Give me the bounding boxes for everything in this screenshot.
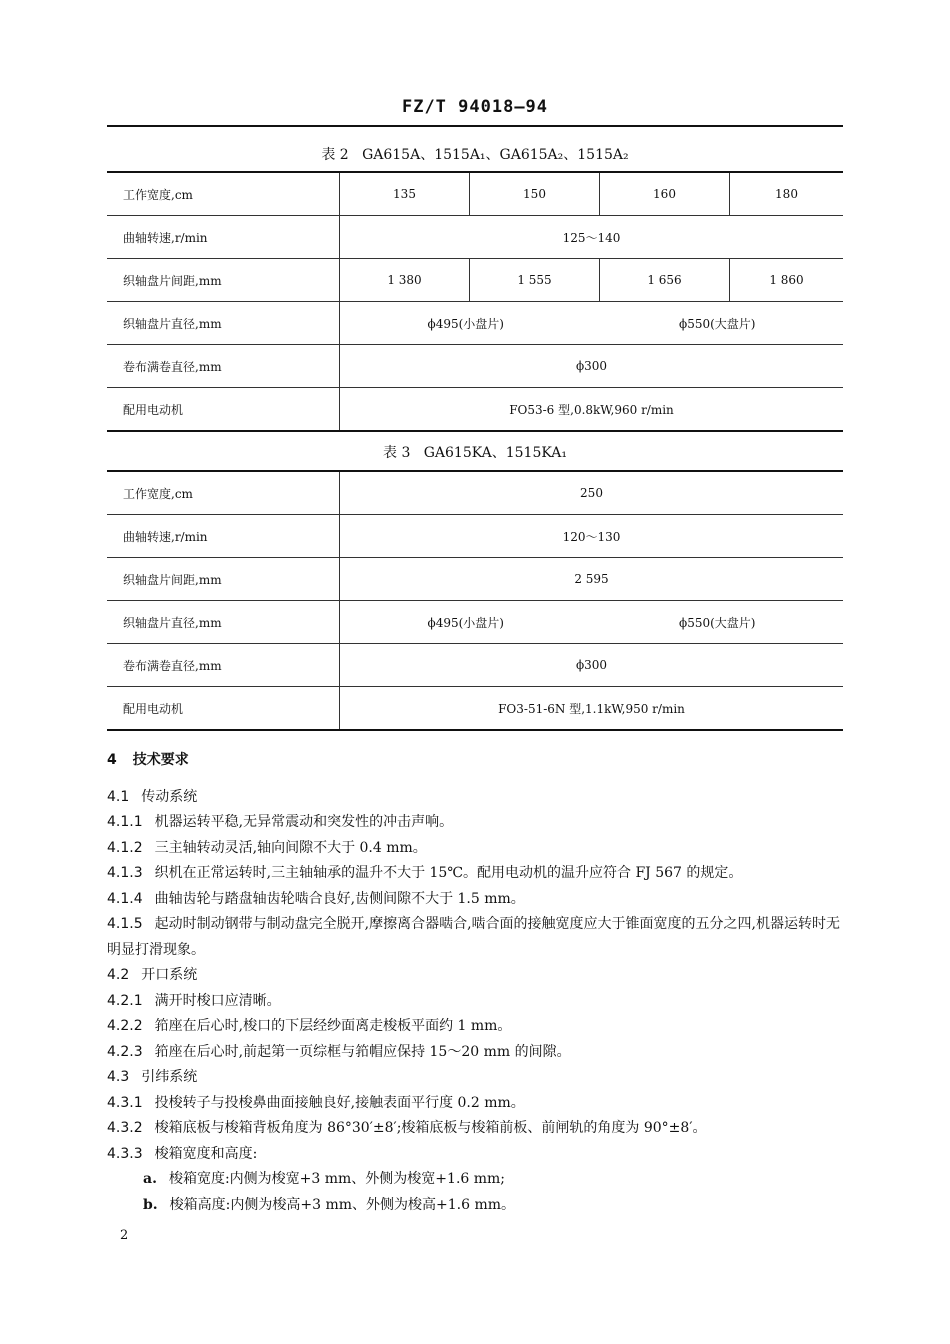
- subsection-heading: 4.2 开口系统: [107, 967, 198, 983]
- subsection-heading: 4.3 引纬系统: [107, 1069, 198, 1085]
- table-row: [107, 302, 843, 345]
- row-label: 配用电动机: [107, 687, 340, 731]
- row-label: 织轴盘片直径,mm: [107, 302, 340, 345]
- row-label: 卷布满卷直径,mm: [107, 345, 340, 388]
- table-cell: 120～130: [340, 515, 844, 558]
- table-cell: 180: [730, 172, 844, 216]
- clause: 4.1.1 机器运转平稳,无异常震动和突发性的冲击声响。: [107, 814, 454, 830]
- table2-caption-models: GA615A、1515A₁、GA615A₂、1515A₂: [362, 147, 629, 163]
- table-cell: ϕ300: [340, 644, 844, 687]
- clause: 4.3.1 投梭转子与投梭鼻曲面接触良好,接触表面平行度 0.2 mm。: [107, 1094, 525, 1111]
- standard-code-header: FZ/T 94018—94: [401, 97, 549, 117]
- clause: 4.1.2 三主轴转动灵活,轴向间隙不大于 0.4 mm。: [107, 839, 427, 856]
- table-row: [107, 259, 843, 302]
- table3-caption: [0, 442, 950, 462]
- table-cell: 1 380: [340, 259, 470, 302]
- clause: 4.1.4 曲轴齿轮与踏盘轴齿轮啮合良好,齿侧间隙不大于 1.5 mm。: [107, 890, 525, 907]
- table-row: [107, 471, 843, 515]
- clause: 4.2.3 筘座在后心时,前起第一页综框与筘帽应保持 15～20 mm 的间隙。: [107, 1043, 571, 1060]
- table-cell: FO53-6 型,0.8kW,960 r/min: [340, 388, 844, 432]
- table-row: [107, 601, 843, 644]
- table2: [107, 171, 843, 432]
- row-label: 卷布满卷直径,mm: [107, 644, 340, 687]
- disc-small-value: ϕ495(小盘片): [427, 615, 504, 630]
- clause: 4.3.2 梭箱底板与梭箱背板角度为 86°30′±8′;梭箱底板与梭箱前板、前闸轨的角度为 90°±8′。: [107, 1120, 707, 1136]
- table-row: [107, 216, 843, 259]
- table-row: [107, 172, 843, 216]
- table-cell: 2 595: [340, 558, 844, 601]
- row-label: 织轴盘片直径,mm: [107, 601, 340, 644]
- list-item: b. 梭箱高度:内侧为梭高+3 mm、外侧为梭高+1.6 mm。: [143, 1196, 516, 1213]
- subsection-heading: 4.1 传动系统: [107, 788, 198, 805]
- clause: 4.1.5 起动时制动钢带与制动盘完全脱开,摩擦离合器啮合,啮合面的接触宽度应大于锥面宽度的五分之四,机器运转时无明显打滑现象。: [107, 916, 840, 958]
- table-cell: ϕ300: [340, 345, 844, 388]
- table3: [107, 470, 843, 731]
- page-number: 2: [120, 1228, 129, 1243]
- clause: 4.3.3 梭箱宽度和高度:: [107, 1145, 258, 1162]
- table-cell: 125～140: [340, 216, 844, 259]
- table-cell: 1 555: [470, 259, 600, 302]
- row-label: 曲轴转速,r/min: [107, 515, 340, 558]
- row-label: 工作宽度,cm: [107, 471, 340, 515]
- section-4-body: [107, 748, 847, 1218]
- table-cell: 135: [340, 172, 470, 216]
- table-row: [107, 687, 843, 731]
- disc-large-value: ϕ550(大盘片): [679, 615, 756, 630]
- table-row: [107, 345, 843, 388]
- table-row: [107, 388, 843, 432]
- table-cell: [340, 302, 844, 345]
- table2-caption: [0, 144, 950, 164]
- table-row: [107, 515, 843, 558]
- clause: 4.1.3 织机在正常运转时,三主轴轴承的温升不大于 15℃。配用电动机的温升应符合 FJ 567 的规定。: [107, 865, 743, 881]
- header-rule: [107, 125, 843, 127]
- table3-caption-prefix: 表 3: [383, 445, 411, 461]
- row-label: 工作宽度,cm: [107, 172, 340, 216]
- table-cell: 160: [600, 172, 730, 216]
- table-cell: 1 860: [730, 259, 844, 302]
- clause: 4.2.2 筘座在后心时,梭口的下层经纱面离走梭板平面约 1 mm。: [107, 1018, 512, 1034]
- table3-caption-models: GA615KA、1515KA₁: [423, 445, 567, 461]
- list-item: a. 梭箱宽度:内侧为梭宽+3 mm、外侧为梭宽+1.6 mm;: [143, 1171, 506, 1187]
- clause: 4.2.1 满开时梭口应清晰。: [107, 992, 281, 1009]
- table-cell: 1 656: [600, 259, 730, 302]
- table-cell: 250: [340, 471, 844, 515]
- row-label: 织轴盘片间距,mm: [107, 558, 340, 601]
- row-label: 配用电动机: [107, 388, 340, 432]
- disc-large-value: ϕ550(大盘片): [679, 316, 756, 331]
- row-label: 织轴盘片间距,mm: [107, 259, 340, 302]
- section-heading: 4 技术要求: [107, 752, 189, 768]
- table-cell: [340, 601, 844, 644]
- row-label: 曲轴转速,r/min: [107, 216, 340, 259]
- table-row: [107, 558, 843, 601]
- table-cell: FO3-51-6N 型,1.1kW,950 r/min: [340, 687, 844, 731]
- table-row: [107, 644, 843, 687]
- table2-caption-prefix: 表 2: [321, 147, 349, 163]
- table-cell: 150: [470, 172, 600, 216]
- disc-small-value: ϕ495(小盘片): [427, 316, 504, 331]
